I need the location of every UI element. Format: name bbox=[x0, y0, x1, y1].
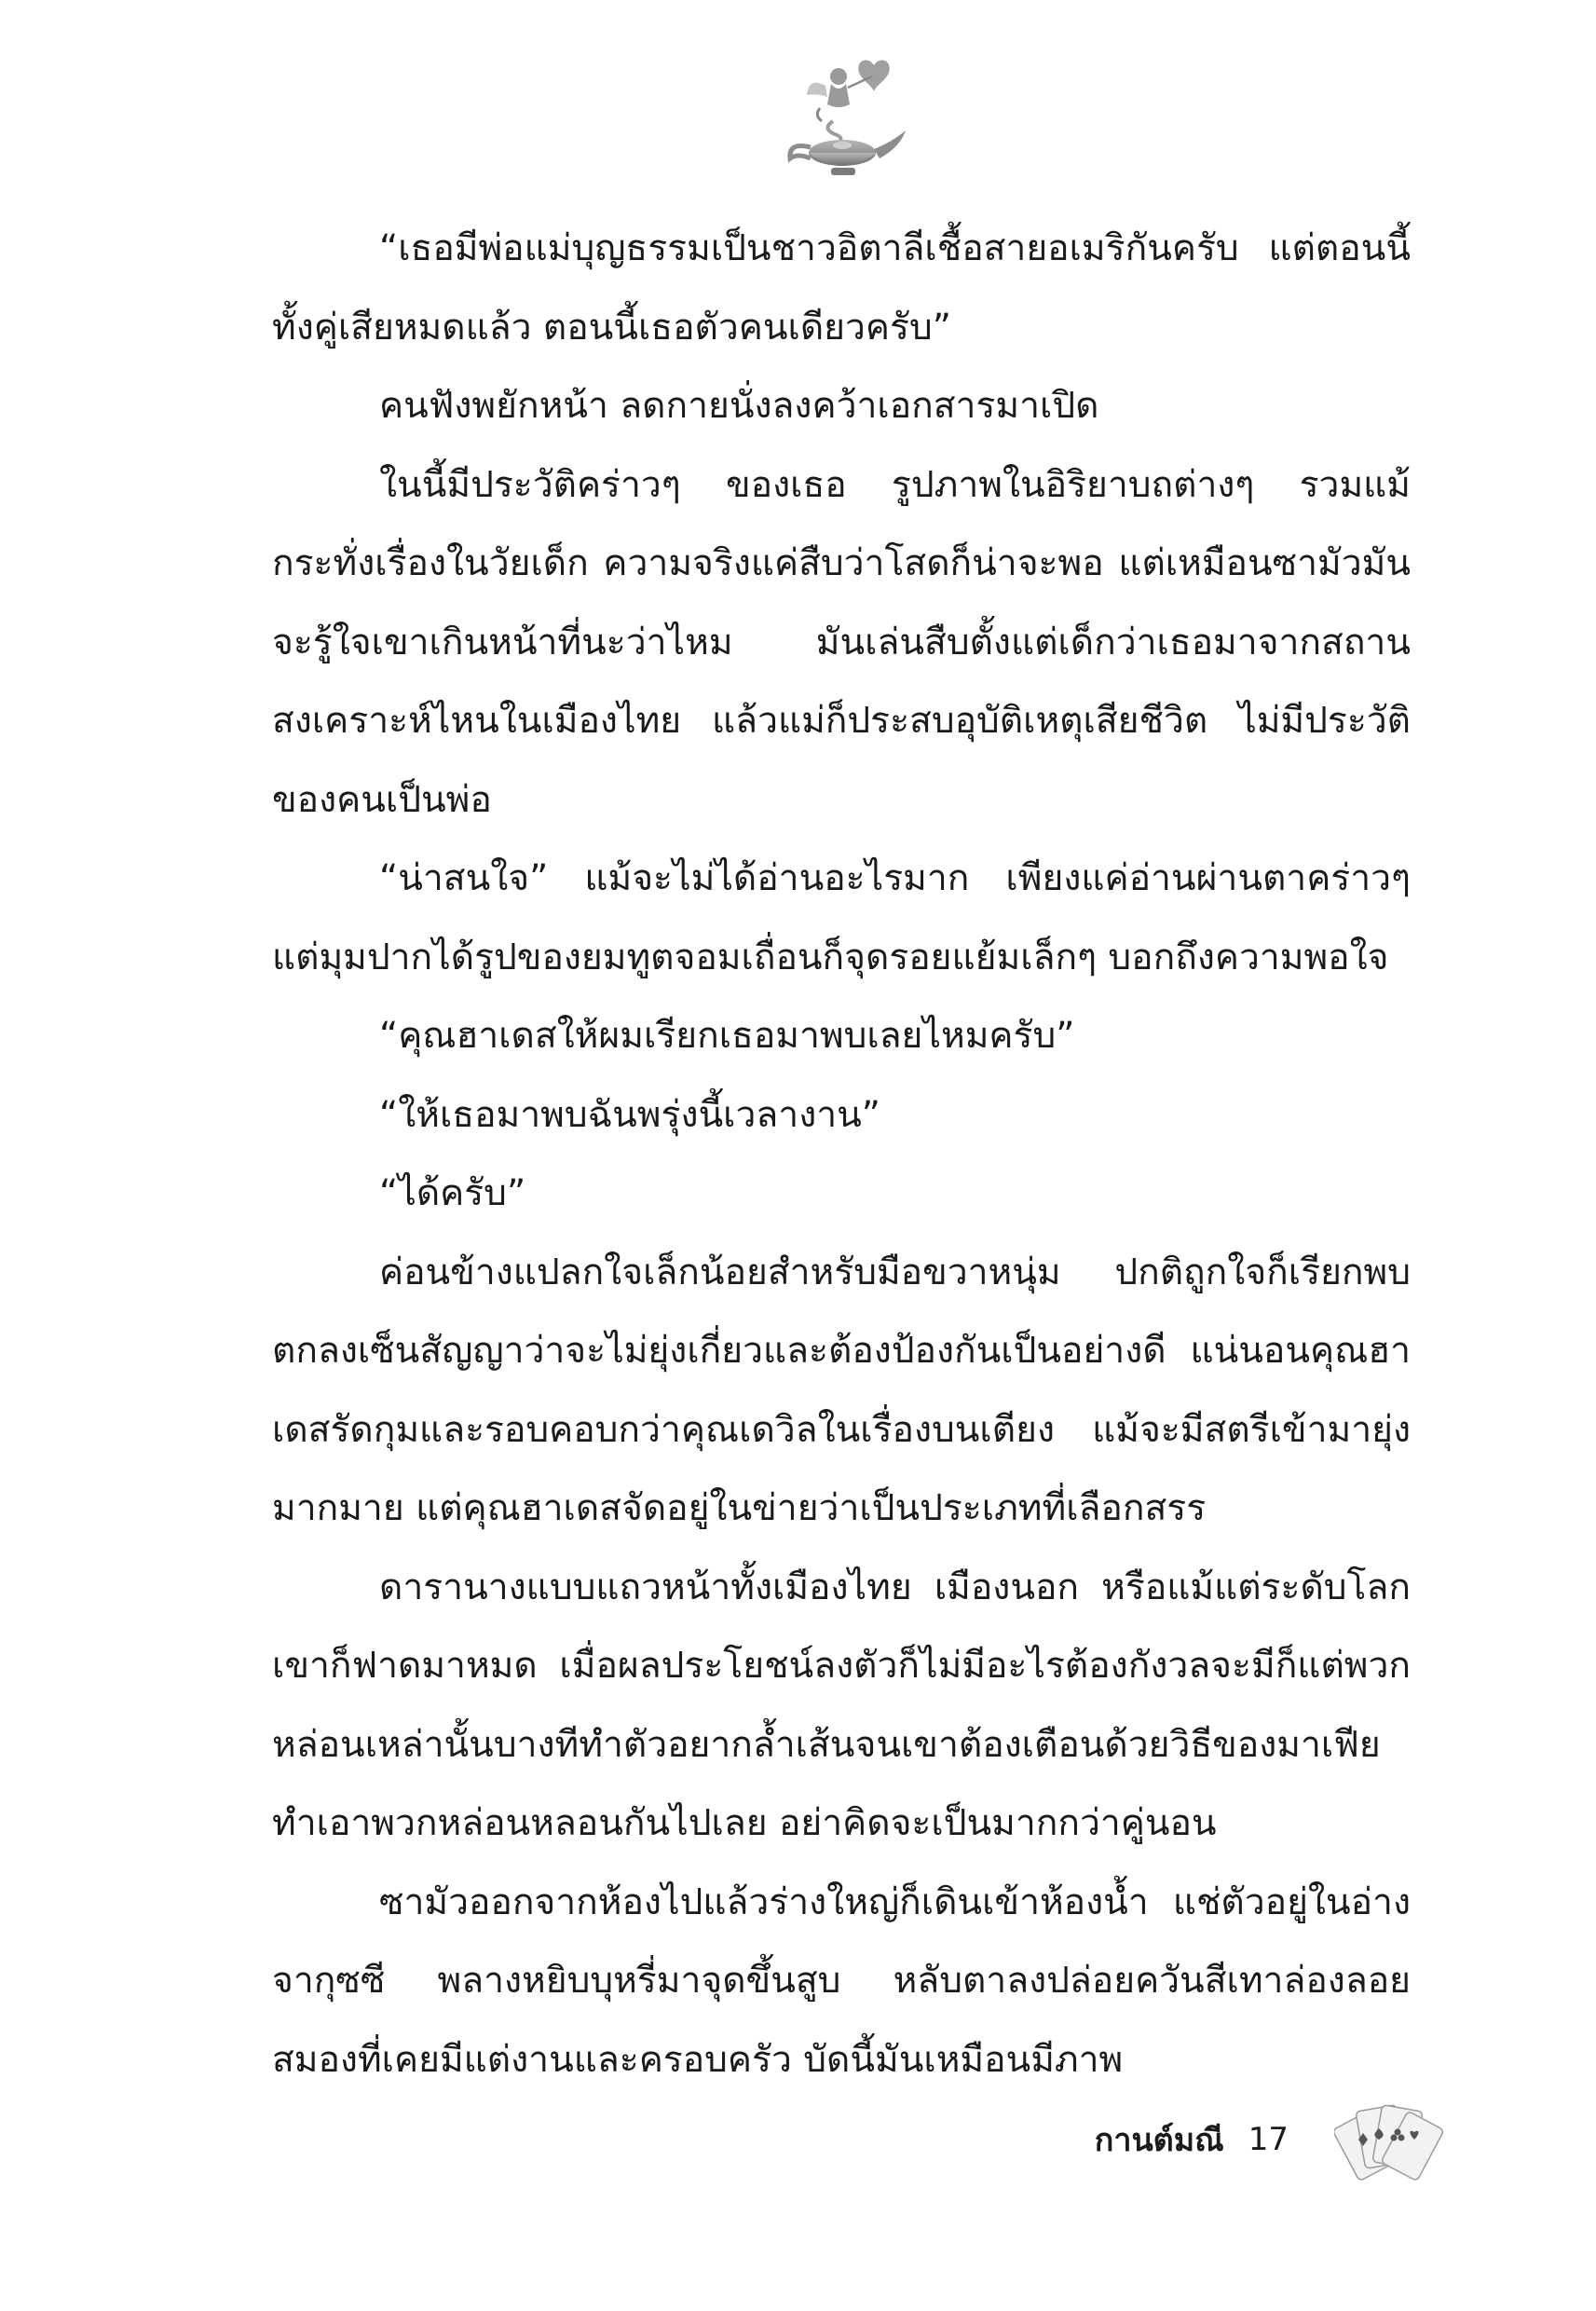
book-title: กานต์มณี bbox=[1094, 2122, 1224, 2159]
paragraph-listener-nods: คนฟังพยักหน้า ลดกายนั่งลงคว้าเอกสารมาเปิด bbox=[379, 385, 1099, 427]
page-footer bbox=[1095, 2112, 1289, 2167]
genie-lamp-with-cupid-icon bbox=[764, 56, 913, 182]
paragraph-background-file: ในนี้มีประวัติคร่าวๆ ของเธอ รูปภาพในอิริยาบถต่างๆ รวมแม้กระทั่งเรื่องในวัยเด็ก ความจริงแค่สืบว่าโสดก็น่าจะพอ แต่เหมือนซามัวมันจะรู้ใจเขาเกินหน้าที่นะว่าไหม มันเล่นสืบตั้งแต่เด็กว่าเธอมาจากสถานสงเคราะห์ไหนในเมืองไทย แล้วแม่ก็ประสบอุบัติเหตุเสียชีวิต ไม่มีประวัติของคนเป็นพ่อ bbox=[272, 463, 1411, 821]
story-body bbox=[272, 210, 1411, 2099]
playing-cards-icon bbox=[1334, 2097, 1444, 2190]
paragraph-right-hand-surprised: ค่อนข้างแปลกใจเล็กน้อยสำหรับมือขวาหนุ่ม ปกติถูกใจก็เรียกพบตกลงเซ็นสัญญาว่าจะไม่ยุ่งเกี่ยวและต้องป้องกันเป็นอย่างดี แน่นอนคุณฮาเดสรัดกุมและรอบคอบกว่าคุณเดวิลในเรื่องบนเตียง แม้จะมีสตรีเข้ามายุ่งมากมาย แต่คุณฮาเดสจัดอยู่ในข่ายว่าเป็นประเภทที่เลือกสรร bbox=[272, 1251, 1411, 1529]
paragraph-models-and-stars: ดารานางแบบแถวหน้าทั้งเมืองไทย เมืองนอก หรือแม้แต่ระดับโลกเขาก็ฟาดมาหมด เมื่อผลประโยชน์ลงตัวก็ไม่มีอะไรต้องกังวลจะมีก็แต่พวกหล่อนเหล่านั้นบางทีทำตัวอยากล้ำเส้นจนเขาต้องเตือนด้วยวิธีของมาเฟีย ทำเอาพวกหล่อนหลอนกันไปเลย อย่าคิดจะเป็นมากกว่าคู่นอน bbox=[272, 1566, 1411, 1844]
paragraph-jacuzzi: ซามัวออกจากห้องไปแล้วร่างใหญ่ก็เดินเข้าห้องน้ำ แช่ตัวอยู่ในอ่างจากุซซี พลางหยิบบุหรี่มาจุดขึ้นสูบ หลับตาลงปล่อยควันสีเทาล่องลอย สมองที่เคยมีแต่งานและครอบครัว บัดนี้มันเหมือนมีภาพ bbox=[272, 1880, 1411, 2081]
page-number: 17 bbox=[1248, 2121, 1289, 2158]
paragraph-interesting: “น่าสนใจ” แม้จะไม่ได้อ่านอะไรมาก เพียงแค่อ่านผ่านตาคร่าวๆ แต่มุมปากได้รูปของยมทูตจอมเถื่อนก็จุดรอยแย้มเล็กๆ บอกถึงความพอใจ bbox=[272, 857, 1411, 978]
paragraph-adoptive-parents: “เธอมีพ่อแม่บุญธรรมเป็นชาวอิตาลีเชื้อสายอเมริกันครับ แต่ตอนนี้ทั้งคู่เสียหมดแล้ว ตอนนี้เธอตัวคนเดียวครับ” bbox=[272, 227, 1411, 349]
paragraph-call-her-question: “คุณฮาเดสให้ผมเรียกเธอมาพบเลยไหมครับ” bbox=[379, 1015, 1075, 1057]
paragraph-meet-tomorrow: “ให้เธอมาพบฉันพรุ่งนี้เวลางาน” bbox=[379, 1093, 881, 1136]
paragraph-yes-sir: “ได้ครับ” bbox=[379, 1172, 526, 1214]
